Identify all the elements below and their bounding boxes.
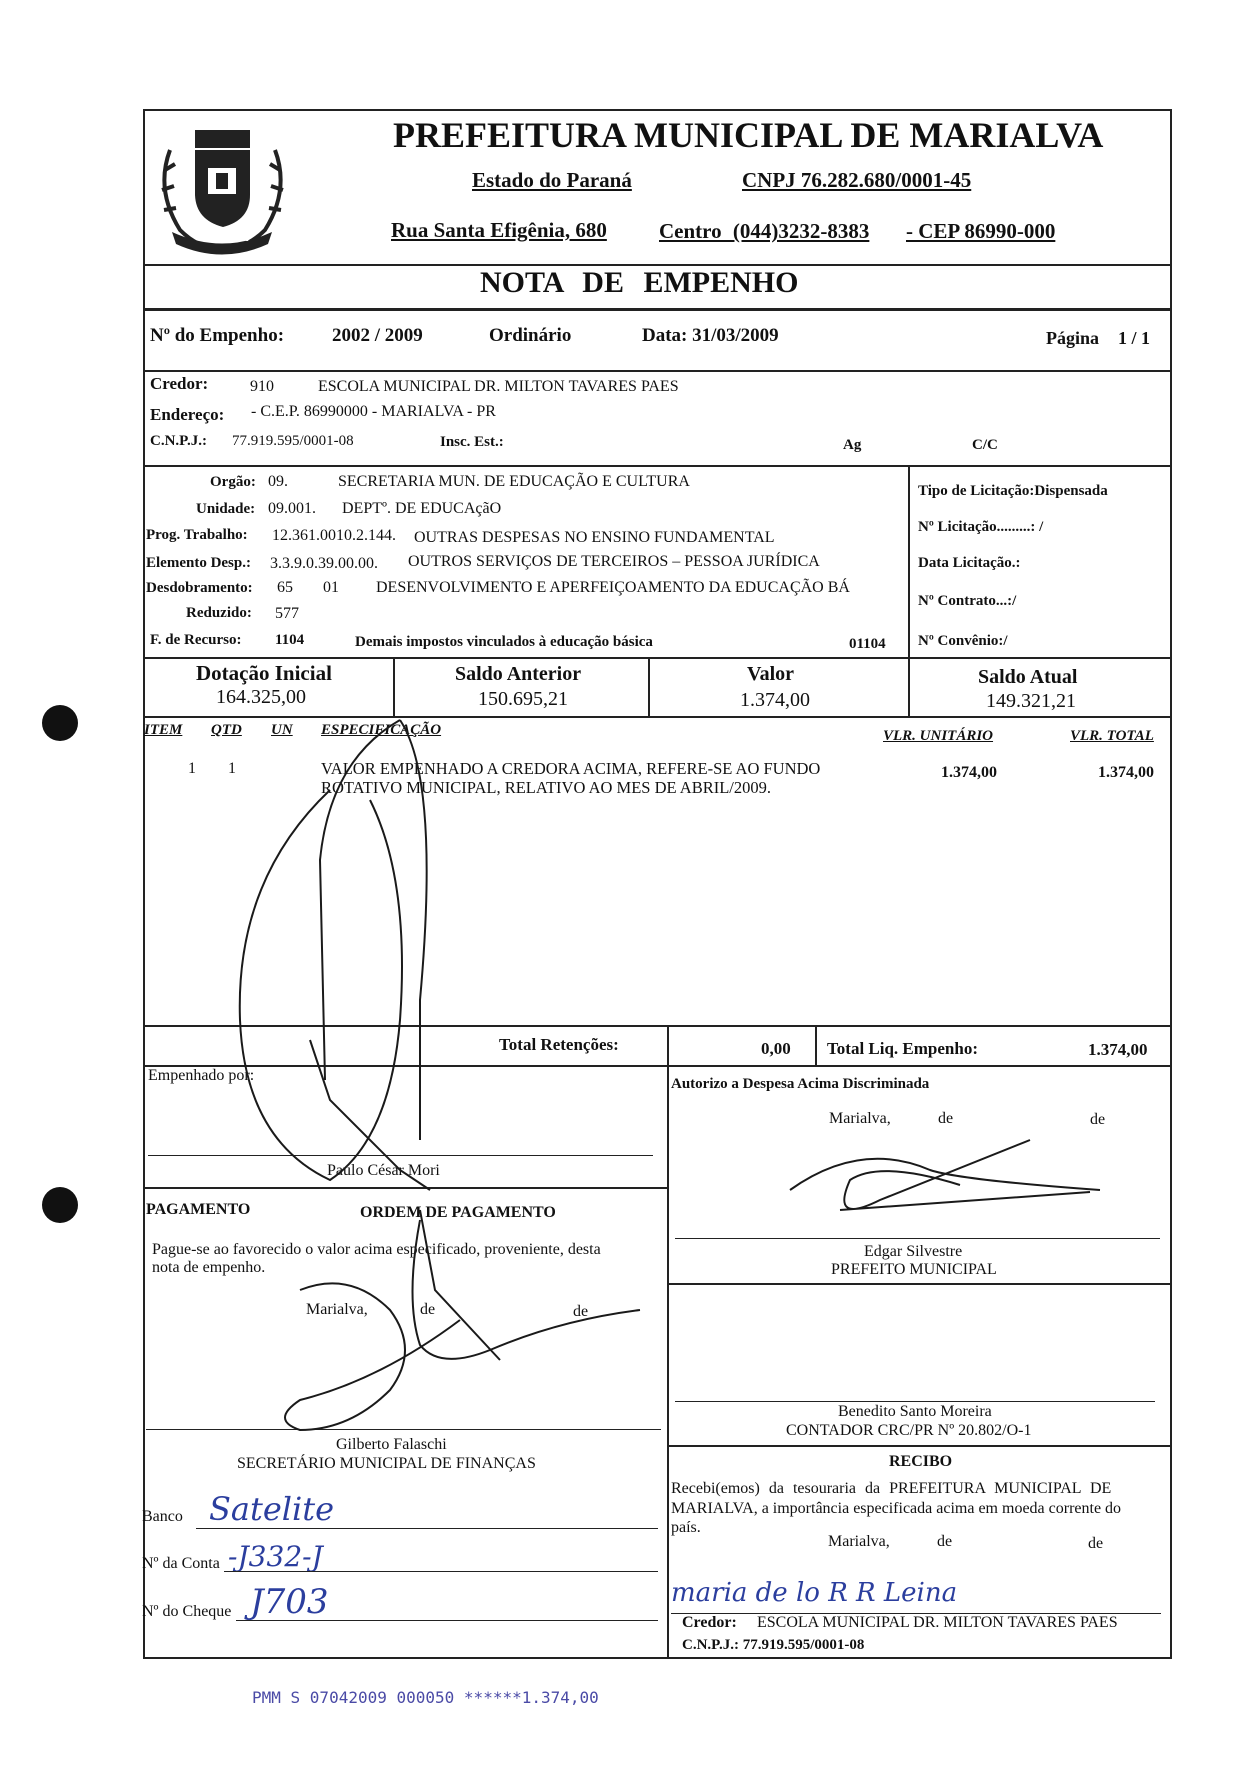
punch-hole <box>42 1187 78 1223</box>
empenhado-label: Empenhado por: <box>148 1067 255 1084</box>
tipo-licitacao: Tipo de Licitação:Dispensada <box>918 483 1108 499</box>
recibo-credor-label: Credor: <box>682 1614 737 1631</box>
valor-value: 1.374,00 <box>740 689 810 711</box>
total-liquido-label: Total Liq. Empenho: <box>827 1039 978 1058</box>
cheque-label: Nº do Cheque <box>142 1603 232 1620</box>
credor-address: - C.E.P. 86990000 - MARIALVA - PR <box>251 403 496 420</box>
credor-label: Credor: <box>150 374 209 393</box>
pagamento-text-2: nota de empenho. <box>152 1259 266 1276</box>
recibo-de-1: de <box>937 1533 953 1550</box>
pagamento-place: Marialva, <box>306 1301 368 1318</box>
state-name: Estado do Paraná <box>472 168 632 192</box>
vlr-unitario-header: VLR. UNITÁRIO <box>883 728 994 744</box>
prog-trabalho-code: 12.361.0010.2.144. <box>272 527 396 544</box>
recibo-label: RECIBO <box>889 1453 953 1470</box>
conta-label: Nº da Conta <box>142 1555 220 1572</box>
pagamento-de-2: de <box>573 1303 589 1320</box>
numero-licitacao: Nº Licitação.........: / <box>918 519 1044 535</box>
pagamento-de-1: de <box>420 1301 436 1318</box>
fonte-recurso-extra: 01104 <box>849 636 886 652</box>
saldo-anterior-value: 150.695,21 <box>478 688 568 710</box>
empenho-date: Data: 31/03/2009 <box>642 325 779 346</box>
fonte-recurso-name: Demais impostos vinculados à educação básica <box>355 634 653 650</box>
empenho-label: Nº do Empenho: <box>150 325 285 346</box>
total-liquido-value: 1.374,00 <box>1088 1040 1148 1059</box>
numero-contrato: Nº Contrato...:/ <box>918 593 1017 609</box>
credor-name: ESCOLA MUNICIPAL DR. MILTON TAVARES PAES <box>318 378 679 395</box>
desdobramento-sub: 01 <box>323 579 339 596</box>
reduzido-code: 577 <box>275 605 299 622</box>
unidade-label: Unidade: <box>196 501 256 517</box>
recibo-cnpj: C.N.P.J.: 77.919.595/0001-08 <box>682 1637 865 1653</box>
payment-stamp: PMM S 07042009 000050 ******1.374,00 <box>252 1688 599 1707</box>
municipality-title: PREFEITURA MUNICIPAL DE MARIALVA <box>393 115 1104 155</box>
ordem-pagamento-label: ORDEM DE PAGAMENTO <box>360 1204 556 1221</box>
pagamento-text-1: Pague-se ao favorecido o valor acima especificado, proveniente, desta <box>152 1241 601 1258</box>
contador-role: CONTADOR CRC/PR Nº 20.802/O-1 <box>786 1422 1032 1439</box>
item-header: ITEM <box>144 722 183 738</box>
crest-banner-text: MARIALVA <box>200 233 249 243</box>
header-cnpj: CNPJ 76.282.680/0001-45 <box>742 168 972 192</box>
item-description-line2: ROTATIVO MUNICIPAL, RELATIVO AO MES DE ABRIL/2009. <box>321 778 771 797</box>
orgao-code: 09. <box>268 473 288 490</box>
especificacao-header: ESPECIFICAÇÃO <box>321 722 442 738</box>
total-retencoes-label: Total Retenções: <box>499 1035 619 1054</box>
header-street: Rua Santa Efigênia, 680 <box>391 218 607 242</box>
prefeito-role: PREFEITO MUNICIPAL <box>831 1261 997 1278</box>
contador-name: Benedito Santo Moreira <box>838 1403 992 1420</box>
valor-label: Valor <box>747 663 795 685</box>
item-number: 1 <box>188 760 196 777</box>
total-retencoes-value: 0,00 <box>761 1039 791 1058</box>
address-label: Endereço: <box>150 405 225 424</box>
autorizo-de-2: de <box>1090 1111 1106 1128</box>
elemento-label: Elemento Desp.: <box>146 555 251 571</box>
recibo-text-3: país. <box>671 1519 701 1536</box>
empenho-type: Ordinário <box>489 325 572 346</box>
unidade-name: DEPTº. DE EDUCAçãO <box>342 500 502 517</box>
unidade-code: 09.001. <box>268 500 316 517</box>
desdobramento-label: Desdobramento: <box>146 580 253 596</box>
recibo-de-2: de <box>1088 1535 1104 1552</box>
fonte-recurso-label: F. de Recurso: <box>150 632 242 648</box>
data-licitacao: Data Licitação.: <box>918 555 1021 571</box>
reduzido-label: Reduzido: <box>186 605 252 621</box>
empenhado-name: Paulo César Mori <box>327 1162 440 1179</box>
credor-code: 910 <box>250 378 274 395</box>
insc-est-label: Insc. Est.: <box>440 434 504 450</box>
secretario-role: SECRETÁRIO MUNICIPAL DE FINANÇAS <box>237 1455 536 1472</box>
autorizo-place: Marialva, <box>829 1110 891 1127</box>
prog-trabalho-name: OUTRAS DESPESAS NO ENSINO FUNDAMENTAL <box>414 529 775 546</box>
orgao-label: Orgão: <box>210 474 256 490</box>
cheque-value: J703 <box>250 1582 329 1622</box>
ag-label: Ag <box>843 437 862 453</box>
qtd-header: QTD <box>211 722 242 738</box>
prog-trabalho-label: Prog. Trabalho: <box>146 527 248 543</box>
vlr-total-header: VLR. TOTAL <box>1070 728 1154 744</box>
header-cep: - CEP 86990-000 <box>906 219 1056 243</box>
recibo-credor-name: ESCOLA MUNICIPAL DR. MILTON TAVARES PAES <box>757 1614 1118 1631</box>
secretario-name: Gilberto Falaschi <box>336 1436 447 1453</box>
numero-convenio: Nº Convênio:/ <box>918 633 1008 649</box>
item-total-value: 1.374,00 <box>1098 764 1154 781</box>
recibo-signature: maria de lo R R Leina <box>671 1578 958 1608</box>
item-unit-value: 1.374,00 <box>941 764 997 781</box>
recibo-text-2: MARIALVA, a importância especificada acima em moeda corrente do <box>671 1500 1122 1517</box>
fonte-recurso-code: 1104 <box>275 632 305 648</box>
document-title: NOTA DE EMPENHO <box>480 266 799 299</box>
autorizo-label: Autorizo a Despesa Acima Discriminada <box>671 1076 930 1092</box>
saldo-anterior-label: Saldo Anterior <box>455 663 582 685</box>
credor-cnpj: 77.919.595/0001-08 <box>232 433 354 449</box>
elemento-name: OUTROS SERVIÇOS DE TERCEIROS – PESSOA JURÍDICA <box>408 553 820 570</box>
item-description-line1: VALOR EMPENHADO A CREDORA ACIMA, REFERE-SE AO FUNDO <box>321 759 821 778</box>
saldo-atual-value: 149.321,21 <box>986 690 1076 712</box>
autorizo-de-1: de <box>938 1110 954 1127</box>
empenho-number: 2002 / 2009 <box>332 325 423 346</box>
desdobramento-code: 65 <box>277 579 293 596</box>
dotacao-label: Dotação Inicial <box>196 661 332 685</box>
cc-label: C/C <box>972 437 998 453</box>
cnpj-label: C.N.P.J.: <box>150 433 207 449</box>
page-value: 1 / 1 <box>1118 328 1151 348</box>
prefeito-name: Edgar Silvestre <box>864 1243 963 1260</box>
punch-hole <box>42 705 78 741</box>
pagamento-label: PAGAMENTO <box>146 1201 251 1218</box>
banco-value: Satelite <box>209 1490 335 1528</box>
header-district-phone: Centro (044)3232-8383 <box>659 219 870 243</box>
conta-value: -J332-J <box>228 1540 323 1573</box>
desdobramento-name: DESENVOLVIMENTO E APERFEIÇOAMENTO DA EDUCAÇÃO BÁ <box>376 579 850 596</box>
recibo-text-1: Recebi(emos) da tesouraria da PREFEITURA MUNICIPAL DE <box>671 1480 1112 1497</box>
saldo-atual-label: Saldo Atual <box>978 666 1078 688</box>
page-label: Página <box>1046 328 1100 348</box>
banco-label: Banco <box>142 1508 183 1525</box>
elemento-code: 3.3.9.0.39.00.00. <box>270 555 378 572</box>
recibo-place: Marialva, <box>828 1533 890 1550</box>
orgao-name: SECRETARIA MUN. DE EDUCAÇÃO E CULTURA <box>338 473 690 490</box>
un-header: UN <box>271 722 293 738</box>
dotacao-value: 164.325,00 <box>216 686 306 708</box>
item-qtd: 1 <box>228 760 236 777</box>
